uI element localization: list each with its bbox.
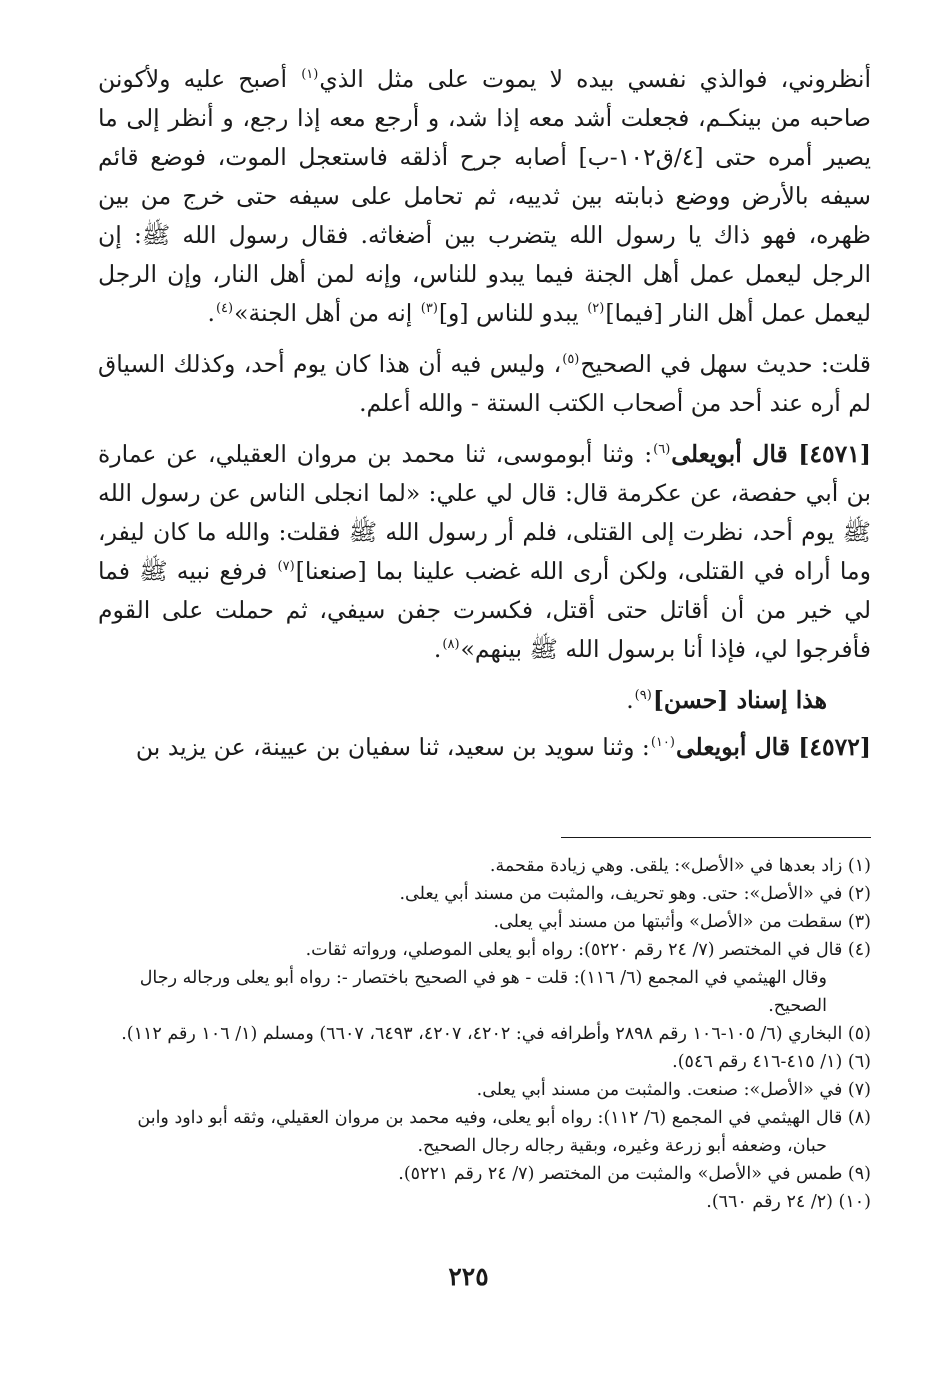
paragraph-hadith-4571: [٤٥٧١] قال أبويعلى$^{(٦)}$: وثنا أبوموسى، ثنا محمد بن مروان العقيلي، عن عمارة بن أبي حفصة، عن عكرمة قال: قال لي علي: «لما انجلى الناس عن رسول الله ﷺ يوم أحد، نظرت إلى القتلى، فلم أر رسول الله ﷺ فقلت: والله ما كان ليفر، وما أراه في القتلى، ولكن أرى الله غضب علينا بما [صنعنا]$^{(٧)}$ فرفع نبيه ﷺ فما لي خير من أن أقاتل حتى أقتل، فكسرت جفن سيفي، ثم حملت على القوم فأفرجوا لي، فإذا أنا برسول الله ﷺ بينهم»$^{(٨)}$. [98, 440, 871, 663]
footnote-4-continuation: وقال الهيثمي في المجمع (٦/ ١١٦): قلت - هو في الصحيح باختصار -: رواه أبو يعلى ورجاله رجال الصحيح. [139, 968, 827, 1016]
footnote-3: (٣) سقطت من «الأصل» وأثبتها من مسند أبي يعلى. [493, 912, 871, 932]
footnote-ref-4[interactable]: (٤) [215, 301, 234, 317]
paragraph-isnad-grading: هذا إسناد [حسن]$^{(٩)}$. [626, 686, 827, 714]
footnote-ref-8[interactable]: (٨) [442, 637, 460, 653]
paragraph-hadith-continuation: أنظروني، فوالذي نفسي بيده لا يموت على مثل الذي$^{(١)}$ أصبح عليه ولأكونن صاحبه من بينكـم، فجعلت أشد معه إذا شد، و أرجع معه إذا رجع، و أنظر إلى ما يصير أمره حتى [٤/ق١٠٢-ب] أصابه جرح أذلقه فاستعجل الموت، فوضع قائم سيفه بالأرض ووضع ذبابته بين ثدييه، ثم تحامل على سيفه حتى خرج من بين ظهره، فهو ذاك يا رسول الله يتضرب بين أضغاثه. فقال رسول الله ﷺ: إن الرجل ليعمل عمل أهل الجنة فيما يبدو للناس، وإنه لمن أهل النار، وإن الرجل ليعمل عمل أهل النار [فيما]$^{(٢)}$ يبدو للناس [و]$^{(٣)}$ إنه من أهل الجنة»$^{(٤)}$. [98, 65, 871, 327]
footnote-ref-1[interactable]: (١) [301, 67, 319, 83]
footnote-4: (٤) قال في المختصر (٧/ ٢٤ رقم ٥٢٢٠): رواه أبو يعلى الموصلي، ورواته ثقات. [305, 940, 871, 960]
footnote-2: (٢) في «الأصل»: حتى. وهو تحريف، والمثبت من مسند أبي يعلى. [399, 884, 871, 904]
footnotes [98, 852, 871, 1216]
footnote-ref-3[interactable]: (٣) [420, 301, 438, 317]
main-text [98, 60, 871, 767]
footnote-ref-9[interactable]: (٩) [634, 688, 652, 704]
footnote-ref-10[interactable]: (١٠) [650, 735, 675, 751]
footnote-separator [561, 837, 871, 838]
footnote-6: (٦) (١/ ٤١٥-٤١٦ رقم ٥٤٦). [672, 1052, 871, 1072]
footnote-5: (٥) البخاري (٦/ ١٠٥-١٠٦ رقم ٢٨٩٨ وأطرافه في: ٤٢٠٢، ٤٢٠٧، ٦٤٩٣، ٦٦٠٧) ومسلم (١/ ١٠٦ رقم ١١٢). [121, 1024, 871, 1044]
footnote-8: (٨) قال الهيثمي في المجمع (٦/ ١١٢): رواه أبو يعلى، وفيه محمد بن مروان العقيلي، وثقه أبو داود وابن حبان، وضعفه أبو زرعة وغيره، وبقية رجاله رجال الصحيح. [137, 1108, 871, 1156]
footnote-1: (١) زاد بعدها في «الأصل»: يلقى. وهي زيادة مقحمة. [489, 856, 871, 876]
hadith-number-4572: [٤٥٧٢] قال أبويعلى [675, 733, 871, 761]
footnote-ref-7[interactable]: (٧) [277, 559, 295, 575]
paragraph-commentary: قلت: حديث سهل في الصحيح$^{(٥)}$، وليس فيه أن هذا كان يوم أحد، وكذلك السياق لم أره عند أحد من أصحاب الكتب الستة - والله أعلم. [98, 350, 871, 417]
footnote-10: (١٠) (٢/ ٢٤ رقم ٦٦٠). [706, 1192, 871, 1212]
footnote-ref-5[interactable]: (٥) [562, 352, 580, 368]
footnote-9: (٩) طمس في «الأصل» والمثبت من المختصر (٧/ ٢٤ رقم ٥٢٢١). [398, 1164, 871, 1184]
page-number: ٢٢٥ [448, 1262, 489, 1291]
footnote-ref-6[interactable]: (٦) [653, 442, 671, 458]
paragraph-hadith-4572: [٤٥٧٢] قال أبويعلى$^{(١٠)}$: وثنا سويد بن سعيد، ثنا سفيان بن عيينة، عن يزيد بن [135, 733, 871, 761]
hadith-number-4571: [٤٥٧١] قال أبويعلى [671, 440, 871, 468]
footnote-7: (٧) في «الأصل»: صنعت. والمثبت من مسند أبي يعلى. [476, 1080, 871, 1100]
footnote-ref-2[interactable]: (٢) [587, 301, 605, 317]
